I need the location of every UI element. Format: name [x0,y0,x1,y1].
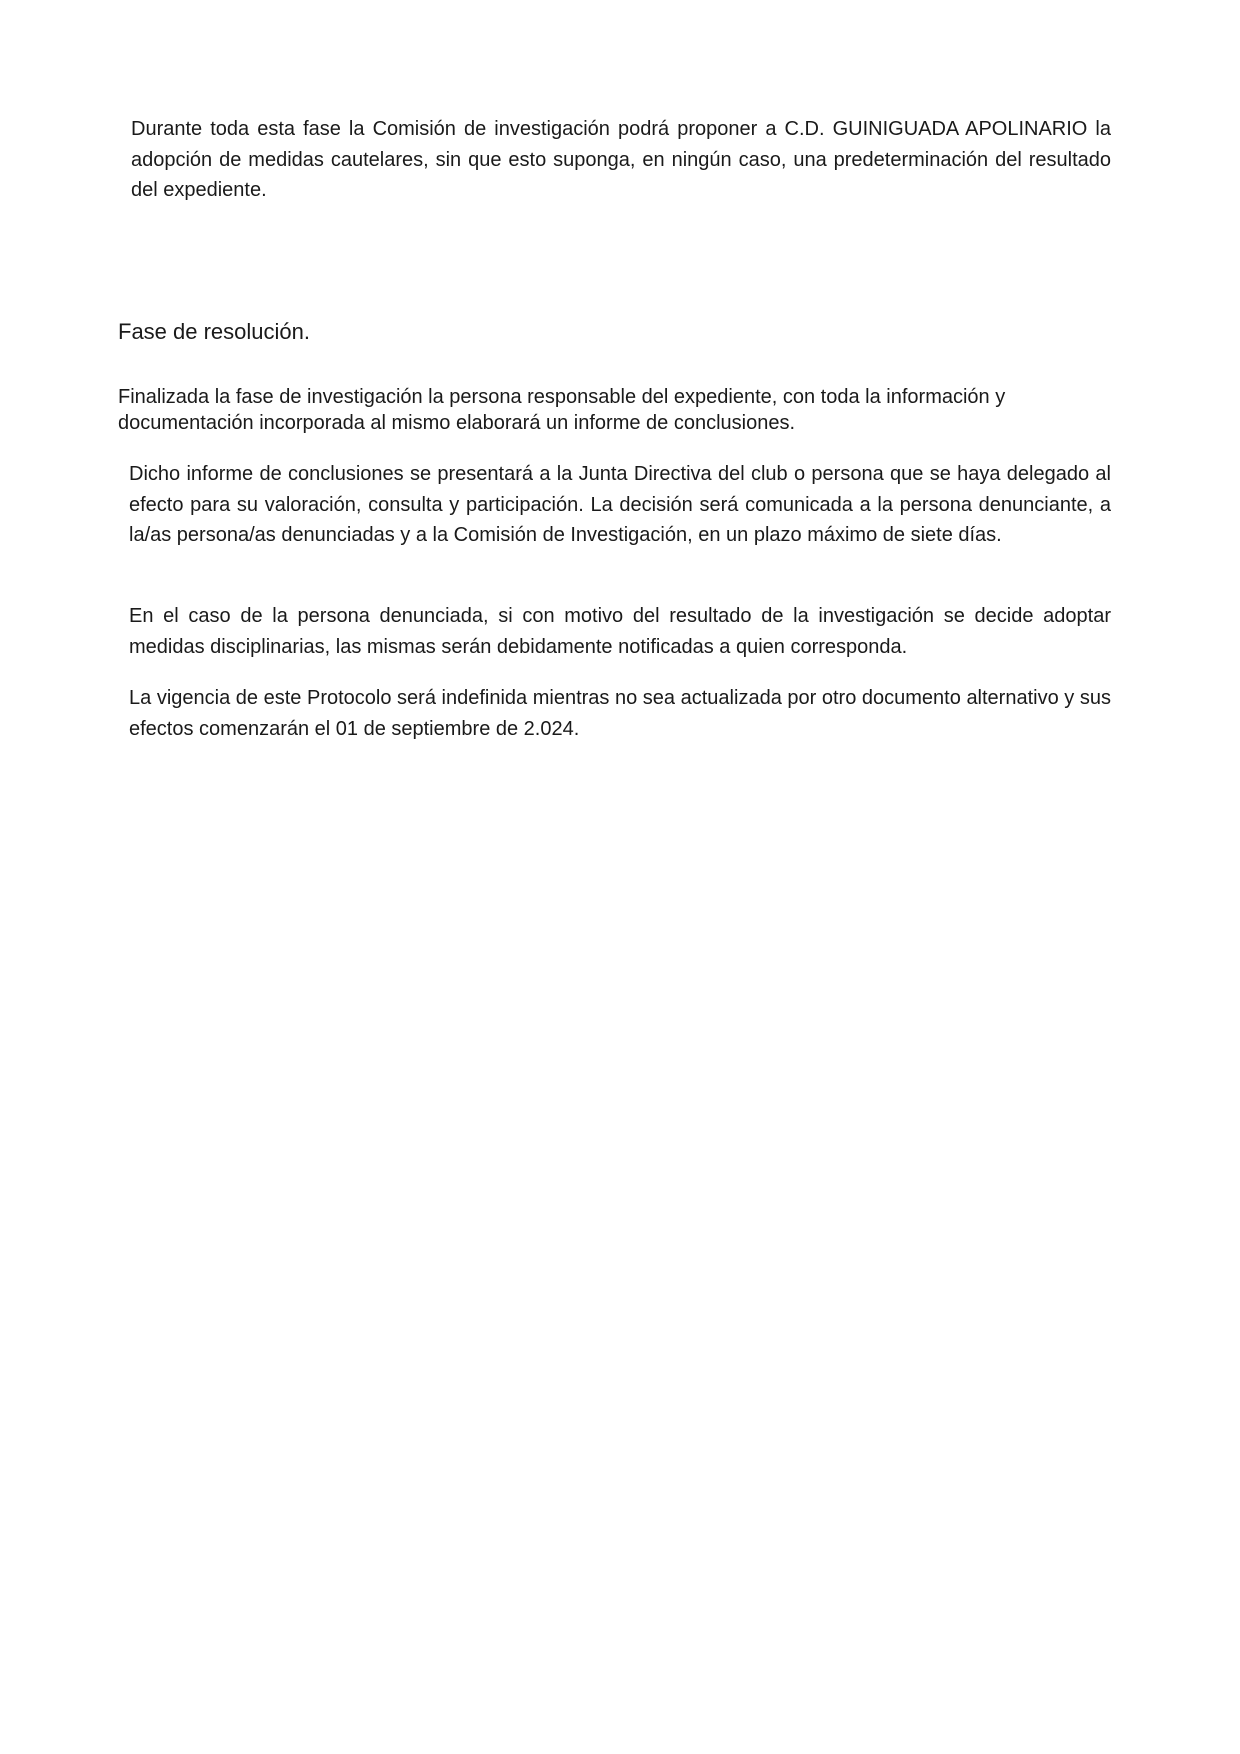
paragraph-protocol-validity: La vigencia de este Protocolo será indefinida mientras no sea actualizada por otro documento alternativo y sus efectos comenzarán el 01 de septiembre de 2.024. [129,687,1111,740]
paragraph-report-presentation: Dicho informe de conclusiones se presentará a la Junta Directiva del club o persona que se haya delegado al efecto para su valoración, consulta y participación. La decisión será comunicada a la persona denunciante, a la/as persona/as denunciadas y a la Comisión de Investigación, en un plazo máximo de siete días. [129,463,1111,546]
section-heading-resolution-phase: Fase de resolución. [118,319,310,344]
paragraph-precautionary-measures: Durante toda esta fase la Comisión de investigación podrá proponer a C.D. GUINIGUADA APOLINARIO la adopción de medidas cautelares, sin que esto suponga, en ningún caso, una predeterminación del resultado del expediente. [131,118,1111,201]
paragraph-conclusions-report: Finalizada la fase de investigación la persona responsable del expediente, con toda la información y documentación incorporada al mismo elaborará un informe de conclusiones. [118,386,1006,434]
paragraph-disciplinary-measures: En el caso de la persona denunciada, si con motivo del resultado de la investigación se decide adoptar medidas disciplinarias, las mismas serán debidamente notificadas a quien corresponda. [129,605,1111,658]
